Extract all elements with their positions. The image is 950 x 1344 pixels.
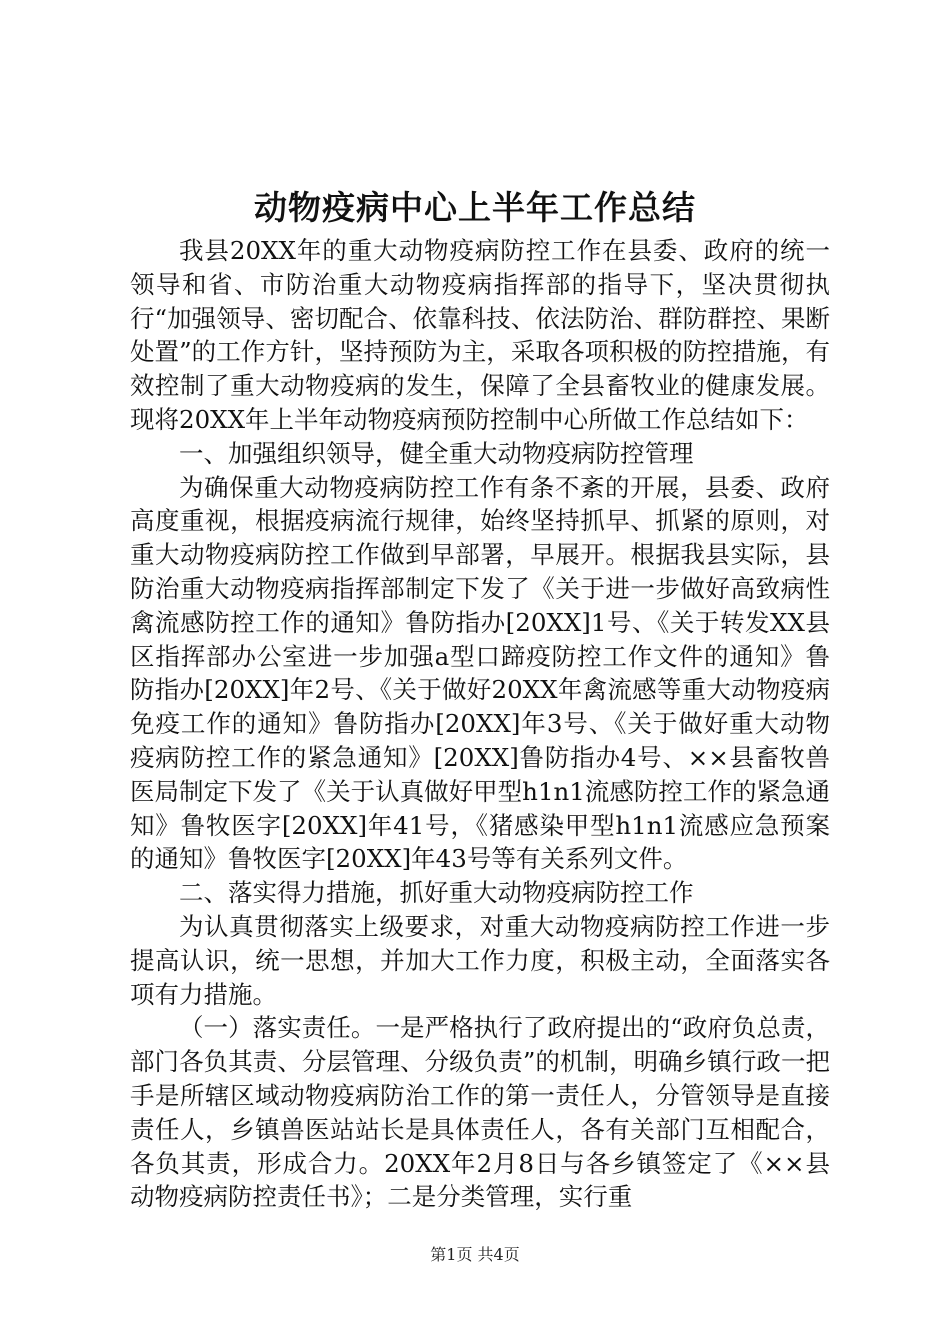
section-2-paragraph: 为认真贯彻落实上级要求，对重大动物疫病防控工作进一步提高认识，统一思想，并加大工作力度，积极主动，全面落实各项有力措施。 (130, 911, 830, 1009)
page-title: 动物疫病中心上半年工作总结 (254, 188, 696, 227)
section-heading-1: 一、加强组织领导，健全重大动物疫病防控管理 (179, 438, 694, 468)
subsection-1-paragraph: （一）落实责任。一是严格执行了政府提出的“政府负总责，部门各负其责、分层管理、分级负责”的机制，明确乡镇行政一把手是所辖区域动物疫病防治工作的第一责任人，分管领导是直接责任人，乡镇兽医站站长是具体责任人，各有关部门互相配合，各负其责，形成合力。20XX年2月8日与各乡镇签定了《××县动物疫病防控责任书》；二是分类管理，实行重 (130, 1013, 830, 1212)
intro-paragraph: 我县20XX年的重大动物疫病防控工作在县委、政府的统一领导和省、市防治重大动物疫病指挥部的指导下，坚决贯彻执行“加强领导、密切配合、依靠科技、依法防治、群防群控、果断处置”的工作方针，坚持预防为主，采取各项积极的防控措施，有效控制了重大动物疫病的发生，保障了全县畜牧业的健康发展。现将20XX年上半年动物疫病预防控制中心所做工作总结如下： (130, 236, 830, 434)
section-heading-2: 二、落实得力措施，抓好重大动物疫病防控工作 (179, 878, 694, 908)
document-body (130, 234, 830, 1214)
section-1-paragraph: 为确保重大动物疫病防控工作有条不紊的开展，县委、政府高度重视，根据疫病流行规律，始终坚持抓早、抓紧的原则，对重大动物疫病防控工作做到早部署，早展开。根据我县实际，县防治重大动物疫病指挥部制定下发了《关于进一步做好高致病性禽流感防控工作的通知》鲁防指办[20XX]1号、《关于转发XX县区指挥部办公室进一步加强a型口蹄疫防控工作文件的通知》鲁防指办[20XX]年2号、《关于做好20XX年禽流感等重大动物疫病免疫工作的通知》鲁防指办[20XX]年3号、《关于做好重大动物疫病防控工作的紧急通知》[20XX]鲁防指办4号、××县畜牧兽医局制定下发了《关于认真做好甲型h1n1流感防控工作的紧急通知》鲁牧医字[20XX]年41号，《猪感染甲型h1n1流感应急预案的通知》鲁牧医字[20XX]年43号等有关系列文件。 (130, 472, 830, 874)
page-footer: 第1页 共4页 (430, 1245, 520, 1264)
